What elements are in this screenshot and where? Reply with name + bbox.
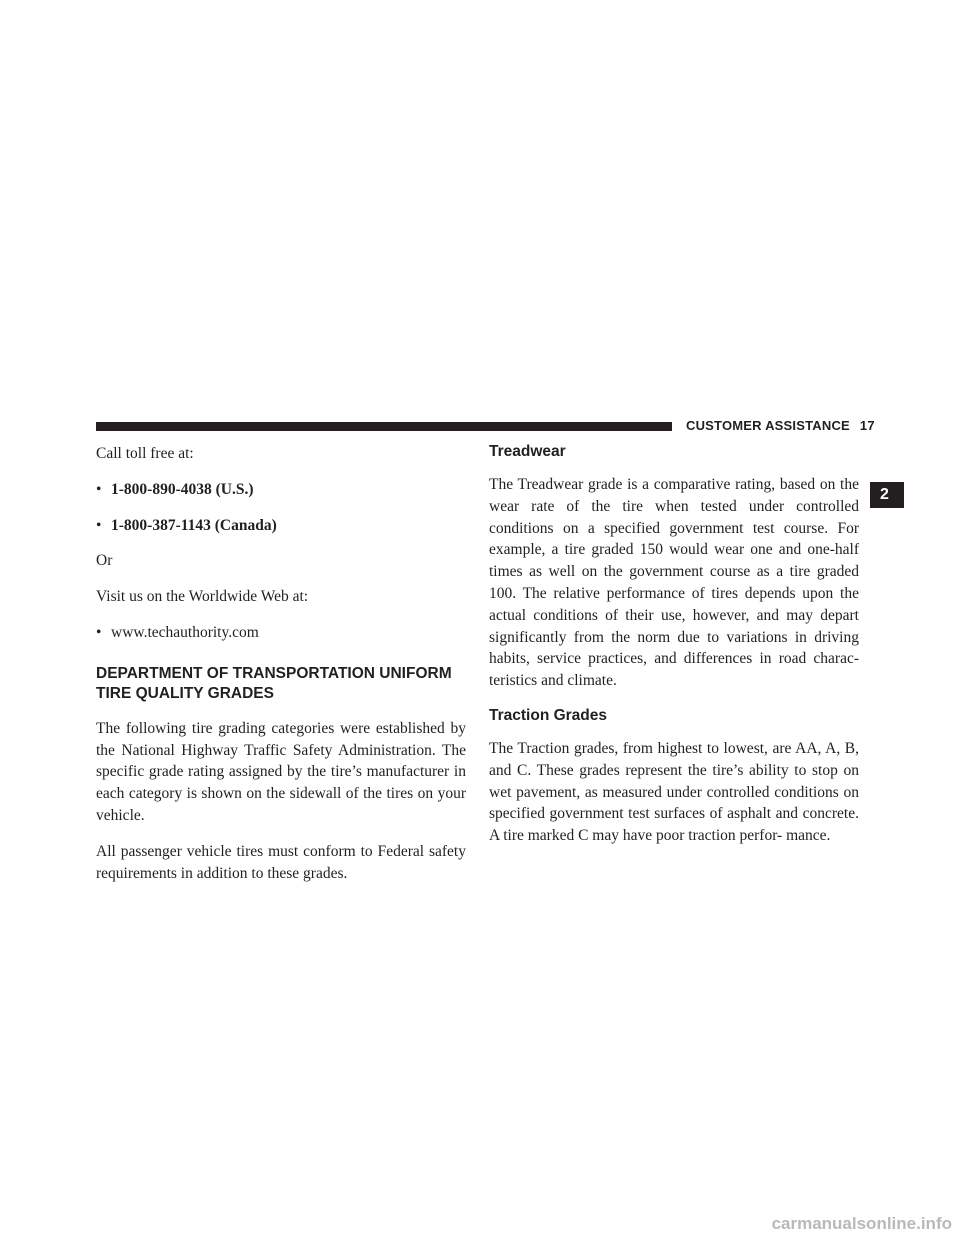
- grading-paragraph: The following tire grading categories were established by the National Highway Traffic Safety Administration. The specific grade rating assigned by the tire’s manufacturer in each category is shown on the sidewall of the tires on your vehicle.: [96, 719, 466, 824]
- heading-line-2: TIRE QUALITY GRADES: [96, 684, 274, 702]
- phone-canada: 1-800-387-1143 (Canada): [111, 516, 277, 534]
- left-column: [96, 440, 466, 884]
- list-item: [96, 622, 466, 644]
- chapter-tab: 2: [870, 482, 904, 508]
- bullet-icon: •: [96, 516, 102, 534]
- phone-us: 1-800-890-4038 (U.S.): [111, 480, 254, 498]
- visit-intro: Visit us on the Worldwide Web at:: [96, 588, 309, 606]
- header-rule: [96, 422, 672, 431]
- running-header: [686, 418, 875, 433]
- treadwear-paragraph: The Treadwear grade is a comparative rating, based on the wear rate of the tire when tested under controlled conditions on a specified government test course. For example, a tire graded 150 would wear one and one-half times as well on the government course as a tire graded 100. The relative performance of tires depends upon the actual conditions of their use, however, and may depart significantly from the norm due to variations in driving habits, service practices, and differences in road charac- teristics and climate.: [489, 476, 859, 690]
- section-title: CUSTOMER ASSISTANCE: [686, 418, 850, 433]
- traction-paragraph: The Traction grades, from highest to lowest, are AA, A, B, and C. These grades represent the tire’s ability to stop on wet pavement, as measured under controlled conditions on specified government test surfaces of asphalt and concrete. A tire marked C may have poor traction perfor- mance.: [489, 739, 859, 845]
- page-number: 17: [859, 418, 875, 433]
- list-item: [96, 515, 466, 537]
- bullet-icon: •: [96, 480, 102, 498]
- website-link[interactable]: www.techauthority.com: [111, 623, 259, 641]
- watermark: carmanualsonline.info: [771, 1214, 952, 1233]
- section-heading: [96, 664, 466, 704]
- right-column: [489, 440, 859, 847]
- federal-paragraph: All passenger vehicle tires must conform to Federal safety requirements in addition to these grades.: [96, 842, 466, 882]
- list-item: [96, 479, 466, 501]
- bullet-icon: •: [96, 623, 102, 641]
- heading-line-1: DEPARTMENT OF TRANSPORTATION UNIFORM: [96, 664, 452, 682]
- traction-heading: Traction Grades: [489, 706, 608, 724]
- call-intro: Call toll free at:: [96, 445, 194, 462]
- or-text: Or: [96, 552, 113, 570]
- treadwear-heading: Treadwear: [489, 443, 566, 460]
